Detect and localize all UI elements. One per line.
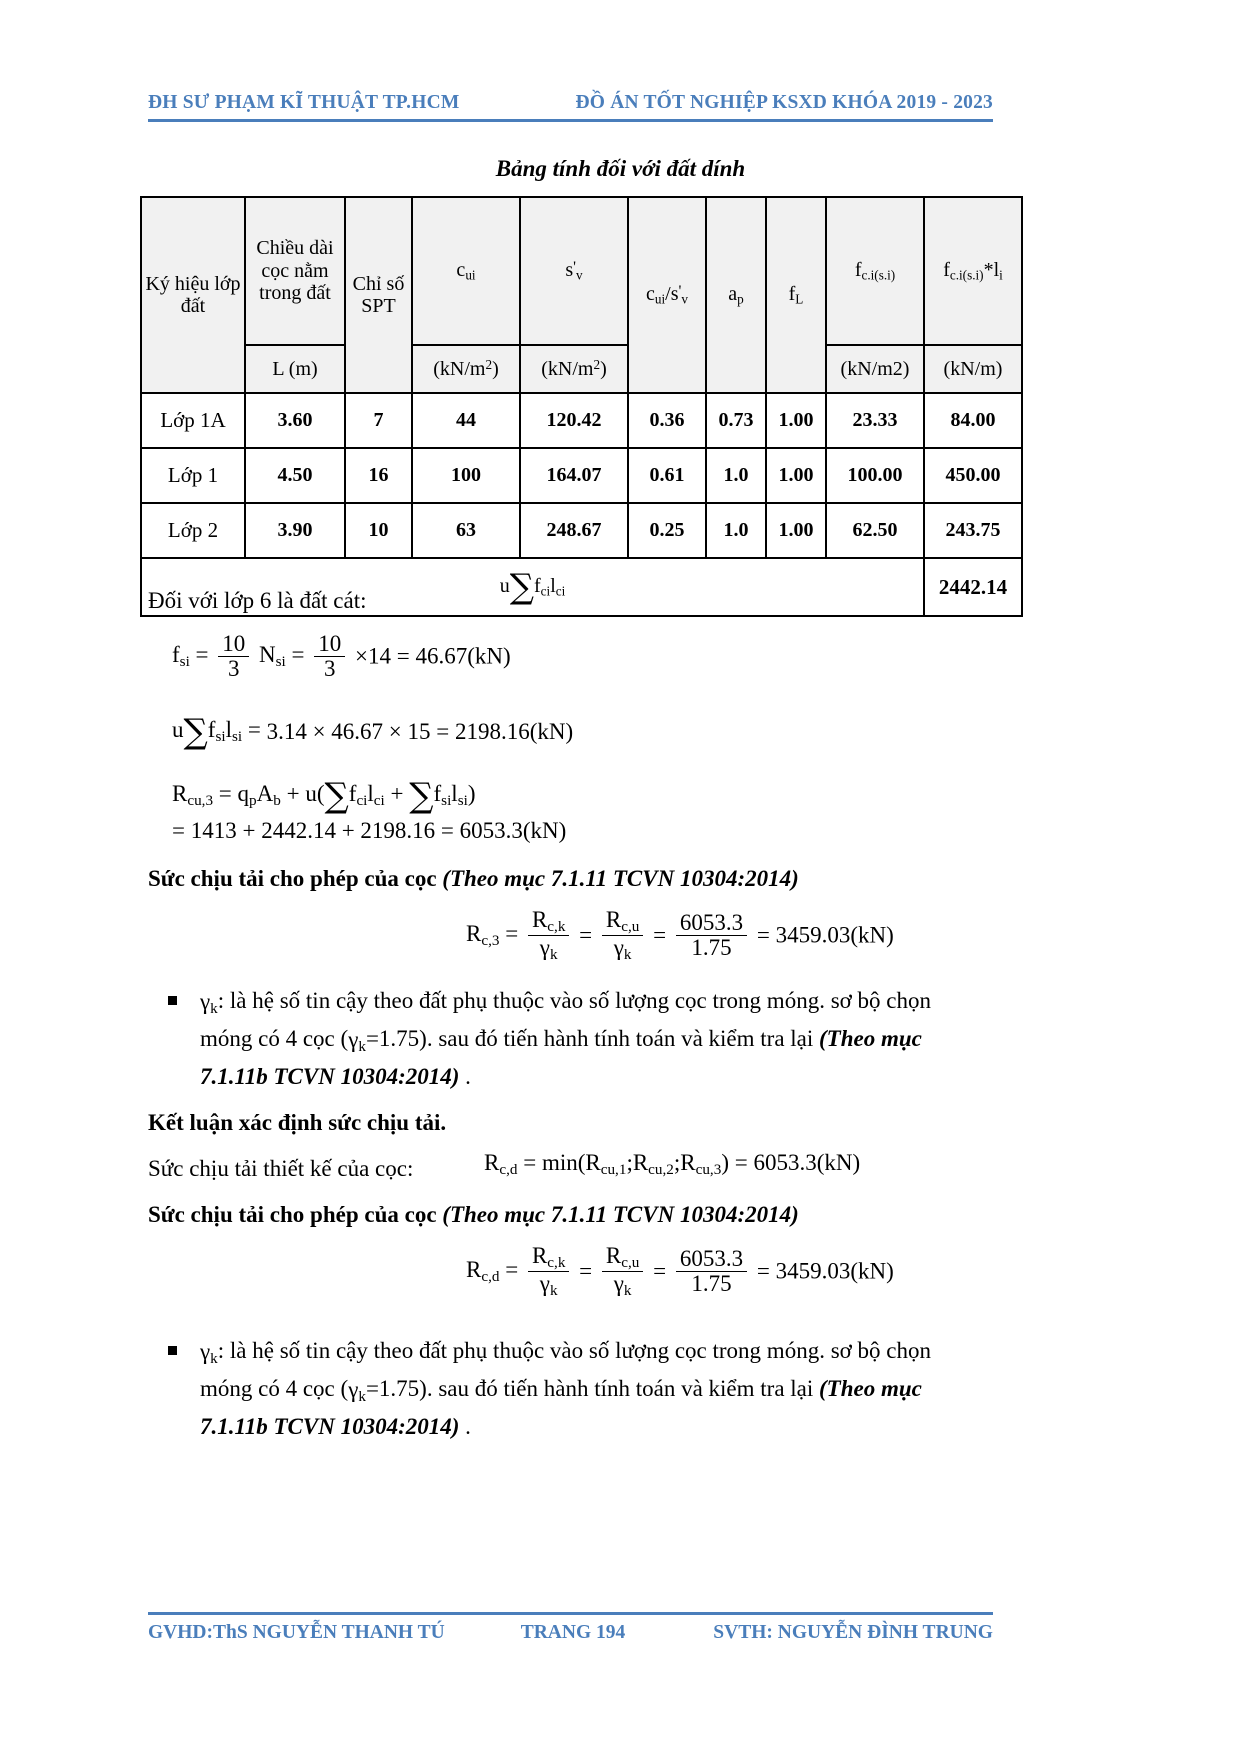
fsi-den2: 3	[314, 656, 345, 681]
unit-cui: $(kN/m^2)$	[412, 345, 520, 393]
bullet-gamma-k-1: $\gamma_k$: là hệ số tin cậy theo đất phụ thuộc vào số lượng cọc trong móng. sơ bộ chọn	[200, 988, 932, 1018]
cell-fci: 62.50	[826, 503, 924, 558]
fsi-num2: 10	[318, 631, 342, 656]
col-header-cui-over-sv: $c_{ui}/s'_v$	[628, 197, 706, 393]
rcd-min-result: ) = 6053.3(kN)	[721, 1150, 861, 1175]
heading-1-text: Sức chịu tải cho phép của cọc	[148, 866, 443, 891]
cell-fci: 100.00	[826, 448, 924, 503]
rcd-result: 3459.03(kN)	[775, 1258, 894, 1284]
cell-fl: 1.00	[766, 393, 826, 448]
bullet-2-ref-2: 7.1.11b TCVN 10304:2014)	[200, 1414, 460, 1439]
bullet-1-line2-pre: móng có 4 cọc (	[200, 1026, 349, 1051]
cell-sv: 120.42	[520, 393, 628, 448]
col-header-spt: Chỉ số SPT	[345, 197, 412, 393]
bullet-gamma-k-2-line2: móng có 4 cọc $(\gamma_k=1.75)$. sau đó tiến hành tính toán và kiểm tra lại (Theo mục	[200, 1376, 922, 1406]
bullet-2-line2-mid: =1.75). sau đó tiến hành tính toán và kiểm tra lại	[365, 1376, 820, 1401]
col-header-layer: Ký hiệu lớp đất	[141, 197, 245, 393]
bullet-2-ref-1: (Theo mục	[819, 1376, 922, 1401]
footer-advisor: GVHD:ThS NGUYỄN THANH TÚ	[148, 1622, 445, 1643]
col-header-fl: $f_L$	[766, 197, 826, 393]
unit-fci-li: (kN/m)	[924, 345, 1022, 393]
unit-pile-length: L (m)	[245, 345, 345, 393]
heading-allowable-capacity-1	[148, 862, 799, 897]
bullet-1-tail: .	[459, 1064, 471, 1089]
heading-conclusion: Kết luận xác định sức chịu tải.	[148, 1110, 447, 1135]
usum-parts: 3.14 × 46.67 × 15 = 2198.16(kN)	[266, 719, 574, 744]
heading-3-ref: (Theo mục 7.1.11 TCVN 10304:2014)	[442, 1202, 799, 1227]
table-header-row	[141, 197, 1022, 345]
cell-length: 3.60	[245, 393, 345, 448]
cell-fci-li: 243.75	[924, 503, 1022, 558]
equation-rc3: $R_{c,3}$ = $\frac{R_{c,k}}{\gamma_k}$ = $\frac{R_{c,u}}{\gamma_k}$ = $\frac{6053.3}{1.75}$ = 3459.03(kN)	[466, 907, 894, 963]
cell-sv: 248.67	[520, 503, 628, 558]
bullet-marker	[168, 1346, 177, 1355]
cell-spt: 16	[345, 448, 412, 503]
cell-ratio: 0.25	[628, 503, 706, 558]
cell-layer: Lớp 2	[141, 503, 245, 558]
cell-ap: 1.0	[706, 448, 766, 503]
equation-rcd: $R_{c,d}$ = $\frac{R_{c,k}}{\gamma_k}$ = $\frac{R_{c,u}}{\gamma_k}$ = $\frac{6053.3}{1.75}$ = 3459.03(kN)	[466, 1243, 894, 1299]
cell-layer: Lớp 1A	[141, 393, 245, 448]
bullet-gamma-k-1-line2: móng có 4 cọc $(\gamma_k=1.75)$. sau đó tiến hành tính toán và kiểm tra lại (Theo mục	[200, 1026, 922, 1056]
total-label: $u\sum f_{ci}l_{ci}$	[141, 558, 924, 616]
bullet-2-tail: .	[459, 1414, 471, 1439]
soil-calculation-table	[140, 196, 1008, 617]
cell-fl: 1.00	[766, 503, 826, 558]
cell-length: 3.90	[245, 503, 345, 558]
header-project-title: ĐỒ ÁN TỐT NGHIỆP KSXD KHÓA 2019 - 2023	[575, 92, 993, 113]
paragraph-sand-layer: Đối với lớp 6 là đất cát:	[148, 588, 367, 613]
col-header-fci-li: $f_{c.i(s.i)}*l_i$	[924, 197, 1022, 345]
fsi-factor: 14	[368, 643, 391, 669]
page-header	[148, 92, 993, 122]
rcd-den: 1.75	[676, 1271, 747, 1296]
page-footer	[148, 1612, 993, 1644]
equation-rcu3: $R_{cu,3} = q_pA_b + u(\sum f_{ci}l_{ci} + \sum f_{si}l_{si})$	[172, 776, 476, 816]
bullet-1-ref-2: 7.1.11b TCVN 10304:2014)	[200, 1064, 460, 1089]
col-header-pile-length: Chiều dài cọc nằm trong đất	[245, 197, 345, 345]
rc3-den: 1.75	[676, 935, 747, 960]
table-row	[141, 448, 1022, 503]
footer-divider	[148, 1612, 993, 1615]
col-header-ap: $a_p$	[706, 197, 766, 393]
total-value: 2442.14	[924, 558, 1022, 616]
table-caption: Bảng tính đối với đất dính	[495, 156, 746, 181]
bullet-gamma-k-2: $\gamma_k$: là hệ số tin cậy theo đất phụ thuộc vào số lượng cọc trong móng. sơ bộ chọn	[200, 1338, 932, 1368]
heading-allowable-capacity-2	[148, 1198, 799, 1233]
unit-sv: $(kN/m^2)$	[520, 345, 628, 393]
bullet-1-ref-1: (Theo mục	[819, 1026, 922, 1051]
header-university: ĐH SƯ PHẠM KĨ THUẬT TP.HCM	[148, 92, 460, 113]
cell-fci-li: 450.00	[924, 448, 1022, 503]
equation-usum-fsilsi: $u\sum f_{si}l_{si} = 3.14 \times 46.67 \times 15 = 2198.16(kN)$	[172, 712, 574, 752]
cell-cui: 100	[412, 448, 520, 503]
equation-rcd-min: $R_{c,d}$ = $\min(R_{cu,1};R_{cu,2};R_{cu,3}) = 6053.3(kN)$	[484, 1150, 861, 1178]
table-units-row	[141, 345, 1022, 393]
cell-layer: Lớp 1	[141, 448, 245, 503]
cell-fci-li: 84.00	[924, 393, 1022, 448]
table-row	[141, 393, 1022, 448]
fsi-den1: 3	[218, 656, 249, 681]
heading-3-text: Sức chịu tải cho phép của cọc	[148, 1202, 443, 1227]
col-header-sv: $s'_v$	[520, 197, 628, 345]
bullet-gamma-k-1-line3	[200, 1058, 990, 1095]
cell-sv: 164.07	[520, 448, 628, 503]
label-design-capacity: Sức chịu tải thiết kế của cọc:	[148, 1156, 414, 1181]
rcd-num: 6053.3	[679, 1245, 744, 1271]
cell-spt: 10	[345, 503, 412, 558]
cell-ratio: 0.36	[628, 393, 706, 448]
cell-fl: 1.00	[766, 448, 826, 503]
rc3-result: 3459.03(kN)	[775, 922, 894, 948]
fsi-result: 46.67(kN)	[415, 643, 511, 669]
cell-length: 4.50	[245, 448, 345, 503]
header-divider	[148, 119, 993, 122]
rc3-num: 6053.3	[679, 909, 744, 935]
cell-fci: 23.33	[826, 393, 924, 448]
cell-ratio: 0.61	[628, 448, 706, 503]
col-header-cui: $c_{ui}$	[412, 197, 520, 345]
cell-spt: 7	[345, 393, 412, 448]
bullet-1-line2-mid: =1.75). sau đó tiến hành tính toán và kiểm tra lại	[365, 1026, 820, 1051]
fsi-num1: 10	[222, 631, 246, 656]
cell-cui: 63	[412, 503, 520, 558]
heading-1-ref: (Theo mục 7.1.11 TCVN 10304:2014)	[442, 866, 799, 891]
cell-ap: 0.73	[706, 393, 766, 448]
footer-page-number: TRANG 194	[520, 1622, 626, 1643]
col-header-fci: $f_{c.i(s.i)}$	[826, 197, 924, 345]
bullet-2-line2-pre: móng có 4 cọc (	[200, 1376, 349, 1401]
table-row	[141, 503, 1022, 558]
bullet-1-line1: : là hệ số tin cậy theo đất phụ thuộc vào số lượng cọc trong móng. sơ bộ chọn	[217, 988, 932, 1013]
cell-ap: 1.0	[706, 503, 766, 558]
cell-cui: 44	[412, 393, 520, 448]
footer-student: SVTH: NGUYỄN ĐÌNH TRUNG	[713, 1622, 993, 1643]
bullet-marker	[168, 996, 177, 1005]
unit-fci: (kN/m2)	[826, 345, 924, 393]
equation-fsi: $f_{si}$ = $\frac{10}{3}$ $N_{si}$ = $\frac{10}{3}$ ×14 = 46.67(kN)	[172, 631, 511, 682]
bullet-2-line1: : là hệ số tin cậy theo đất phụ thuộc vào số lượng cọc trong móng. sơ bộ chọn	[217, 1338, 932, 1363]
bullet-gamma-k-2-line3	[200, 1408, 990, 1445]
equation-rcu3-result: = 1413 + 2442.14 + 2198.16 = 6053.3(kN)	[172, 818, 567, 843]
